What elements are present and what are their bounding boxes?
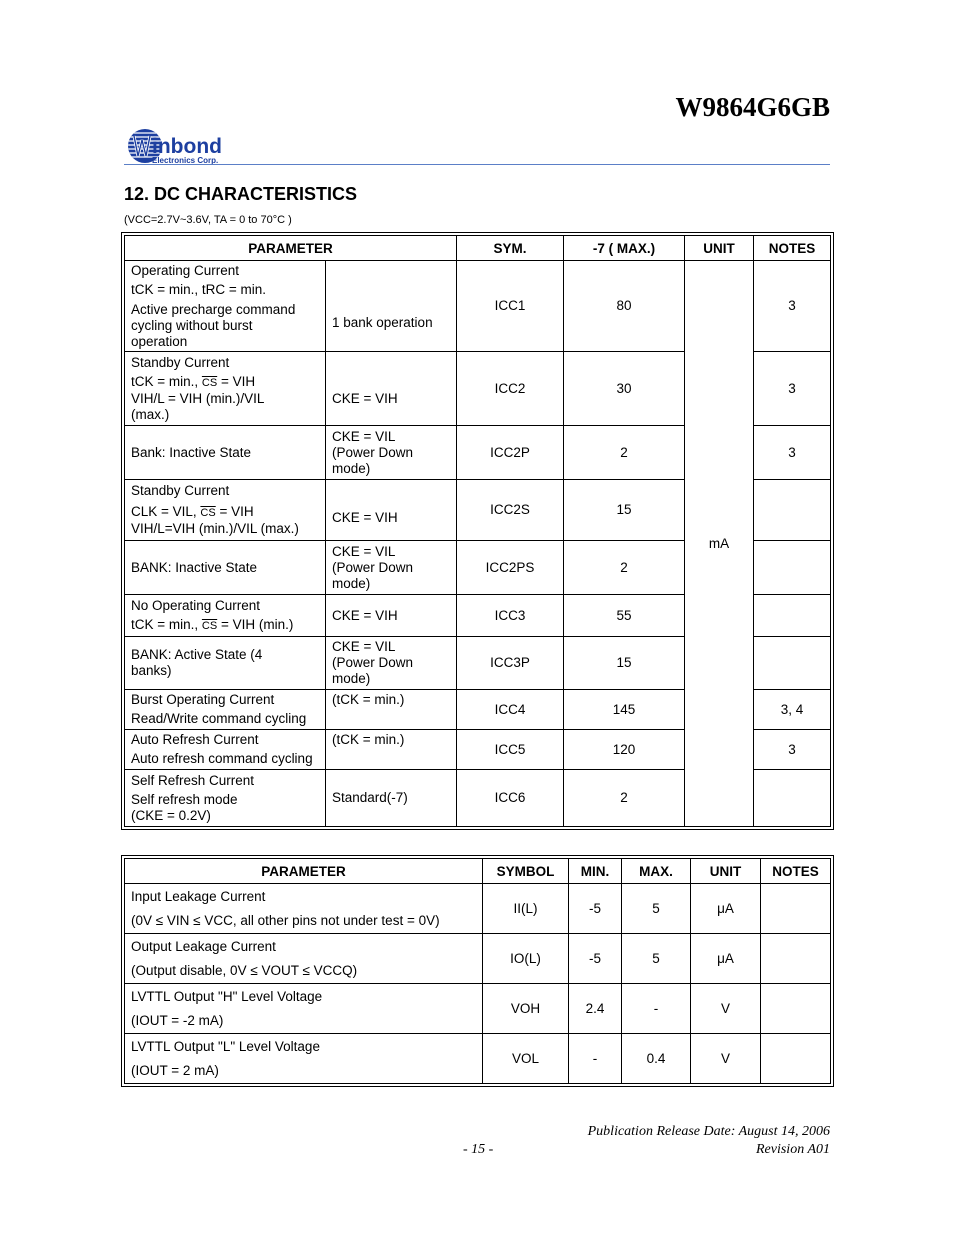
header-parameter: PARAMETER [125, 859, 483, 884]
symbol-cell: IO(L) [483, 934, 569, 984]
symbol-cell: ICC2S [457, 480, 564, 541]
max-cell: 5 [622, 934, 691, 984]
publication-date: Publication Release Date: August 14, 2006 [587, 1124, 830, 1139]
parameter-cell: Standby Current tCK = min., $\overline{CS}$ = VIH VIH/L = VIH (min.)/VIL (max.) [125, 352, 326, 426]
parameter-cell: No Operating Current tCK = min., $\overline{CS}$ = VIH (min.) [125, 595, 326, 637]
header-max: MAX. [622, 859, 691, 884]
parameter-cell: Bank: Inactive State [125, 426, 326, 480]
condition-cell: CKE = VIH [326, 480, 457, 541]
symbol-cell: VOL [483, 1034, 569, 1084]
cs-signal: $\overline{CS}$ [201, 619, 218, 632]
header-notes: NOTES [754, 236, 831, 261]
table-row [125, 261, 831, 352]
notes-cell [754, 480, 831, 541]
condition-cell: 1 bank operation [326, 261, 457, 352]
max-cell: - [622, 984, 691, 1034]
table-row [125, 984, 831, 1034]
parameter-cell: LVTTL Output "H" Level Voltage (IOUT = -2 mA) [125, 984, 483, 1034]
unit-cell: mA [685, 261, 754, 827]
notes-cell: 3 [754, 426, 831, 480]
parameter-cell: Auto Refresh Current Auto refresh command cycling [125, 730, 326, 770]
page-number: - 15 - [463, 1142, 494, 1157]
notes-cell [754, 595, 831, 637]
max-cell: 120 [564, 730, 685, 770]
table-row [125, 934, 831, 984]
table-row [125, 884, 831, 934]
symbol-cell: ICC2PS [457, 541, 564, 595]
max-cell: 2 [564, 426, 685, 480]
parameter-cell: BANK: Inactive State [125, 541, 326, 595]
max-cell: 5 [622, 884, 691, 934]
symbol-cell: ICC5 [457, 730, 564, 770]
header-notes: NOTES [761, 859, 831, 884]
symbol-cell: VOH [483, 984, 569, 1034]
symbol-cell: ICC6 [457, 770, 564, 827]
min-cell: -5 [569, 884, 622, 934]
notes-cell [754, 637, 831, 690]
condition-cell: CKE = VIL (Power Down mode) [326, 426, 457, 480]
notes-cell [754, 541, 831, 595]
header-rule [124, 164, 830, 165]
table-row [125, 1034, 831, 1084]
header-min: MIN. [569, 859, 622, 884]
unit-cell: V [691, 1034, 761, 1084]
condition-cell: CKE = VIH [326, 595, 457, 637]
symbol-cell: ICC2P [457, 426, 564, 480]
min-cell: -5 [569, 934, 622, 984]
condition-cell: CKE = VIL (Power Down mode) [326, 637, 457, 690]
unit-cell: V [691, 984, 761, 1034]
symbol-cell: ICC2 [457, 352, 564, 426]
max-cell: 30 [564, 352, 685, 426]
revision: Revision A01 [755, 1142, 830, 1157]
notes-cell: 3, 4 [754, 690, 831, 730]
condition-cell: Standard(-7) [326, 770, 457, 827]
cs-signal: $\overline{CS}$ [201, 376, 218, 389]
header-unit: UNIT [685, 236, 754, 261]
header-parameter: PARAMETER [125, 236, 457, 261]
document-title: W9864G6GB [675, 92, 830, 122]
max-cell: 2 [564, 770, 685, 827]
test-conditions: (VCC=2.7V~3.6V, TA = 0 to 70°C ) [124, 214, 292, 226]
condition-cell: (tCK = min.) [326, 690, 457, 730]
min-cell: 2.4 [569, 984, 622, 1034]
parameter-cell: Self Refresh Current Self refresh mode (CKE = 0.2V) [125, 770, 326, 827]
parameter-cell: Input Leakage Current (0V ≤ VIN ≤ VCC, all other pins not under test = 0V) [125, 884, 483, 934]
header-sym: SYM. [457, 236, 564, 261]
notes-cell: 3 [754, 730, 831, 770]
section-heading: 12. DC CHARACTERISTICS [124, 184, 358, 204]
header-unit: UNIT [691, 859, 761, 884]
symbol-cell: ICC1 [457, 261, 564, 352]
condition-cell: CKE = VIH [326, 352, 457, 426]
notes-cell [761, 884, 831, 934]
svg-text:inbond: inbond [152, 135, 222, 158]
dc-characteristics-io-table [124, 858, 831, 1084]
parameter-cell: Operating Current tCK = min., tRC = min. Active precharge command cycling without burst operation [125, 261, 326, 352]
max-cell: 80 [564, 261, 685, 352]
notes-cell: 3 [754, 352, 831, 426]
min-cell: - [569, 1034, 622, 1084]
max-cell: 15 [564, 637, 685, 690]
header-symbol: SYMBOL [483, 859, 569, 884]
parameter-cell: Standby Current CLK = VIL, $\overline{CS}$ = VIH VIH/L=VIH (min.)/VIL (max.) [125, 480, 326, 541]
svg-text:Electronics Corp.: Electronics Corp. [152, 156, 219, 165]
winbond-logo [126, 126, 248, 166]
notes-cell [761, 984, 831, 1034]
symbol-cell: ICC3 [457, 595, 564, 637]
cs-signal: $\overline{CS}$ [200, 507, 216, 519]
notes-cell [754, 770, 831, 827]
parameter-cell: Burst Operating Current Read/Write command cycling [125, 690, 326, 730]
max-cell: 145 [564, 690, 685, 730]
condition-cell: CKE = VIL (Power Down mode) [326, 541, 457, 595]
max-cell: 2 [564, 541, 685, 595]
notes-cell [761, 934, 831, 984]
notes-cell [761, 1034, 831, 1084]
symbol-cell: II(L) [483, 884, 569, 934]
dc-characteristics-current-table [124, 235, 831, 827]
parameter-cell: BANK: Active State (4 banks) [125, 637, 326, 690]
max-cell: 55 [564, 595, 685, 637]
header-max: -7 ( MAX.) [564, 236, 685, 261]
condition-cell: (tCK = min.) [326, 730, 457, 770]
symbol-cell: ICC3P [457, 637, 564, 690]
parameter-cell: Output Leakage Current (Output disable, 0V ≤ VOUT ≤ VCCQ) [125, 934, 483, 984]
max-cell: 15 [564, 480, 685, 541]
max-cell: 0.4 [622, 1034, 691, 1084]
symbol-cell: ICC4 [457, 690, 564, 730]
notes-cell: 3 [754, 261, 831, 352]
parameter-cell: LVTTL Output "L" Level Voltage (IOUT = 2 mA) [125, 1034, 483, 1084]
unit-cell: μA [691, 884, 761, 934]
unit-cell: μA [691, 934, 761, 984]
